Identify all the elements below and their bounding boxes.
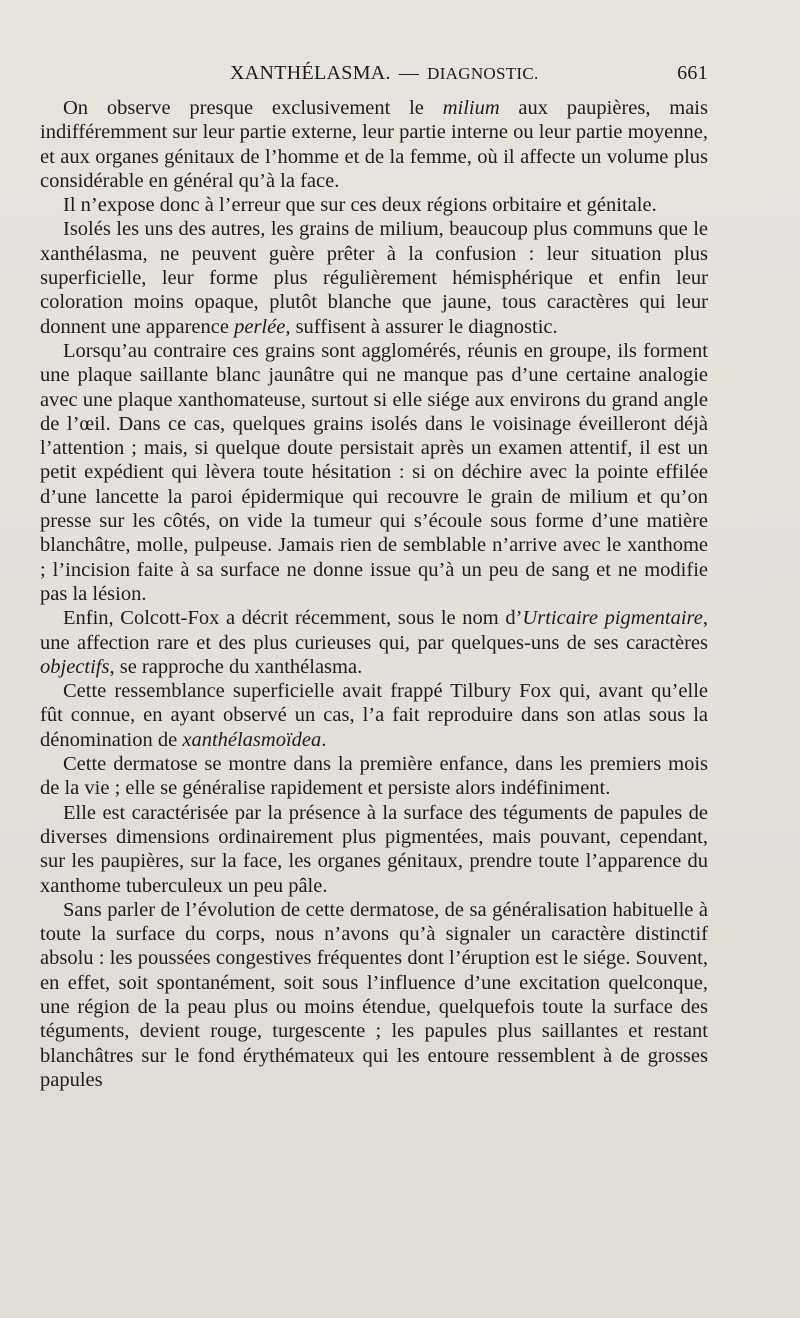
paragraph-5 (40, 606, 708, 679)
text-run: , suffisent à assurer le diagnostic. (285, 315, 558, 338)
text-run: , une affection rare et des plus curieuses qui, par quelques-uns de ses caractères (40, 607, 709, 654)
paragraph-4 (40, 339, 708, 606)
text-run: , se rapproche du xanthélasma. (109, 655, 363, 678)
paragraph-8 (40, 801, 708, 898)
text-run: Sans parler de l’évolution de cette dermatose, de sa généralisation habituelle à toute la surface du corps, nous n’avons qu’à signaler un caractère distinctif absolu : les poussées congestives fréquentes dont l’éruption est le siége. Souvent, en effet, soit spontanément, soit sous l’influence d’une excitation quelconque, une région de la peau plus ou moins étendue, quelquefois toute la surface des téguments, devient rouge, turgescente ; les papules plus saillantes et restant blanchâtres sur le fond érythémateux qui les entoure ressemblent à de grosses papules (40, 898, 708, 1091)
text-run: Enfin, Colcott-Fox a décrit récemment, sous le nom d’ (63, 607, 523, 630)
italic-term: perlée (234, 315, 286, 338)
text-run: Cette dermatose se montre dans la première enfance, dans les premiers mois de la vie ; elle se généralise rapidement et persiste alors indéfiniment. (40, 753, 708, 800)
page-number: 661 (677, 62, 708, 84)
italic-term: objectifs (40, 655, 110, 678)
header-subtitle: DIAGNOSTIC. (427, 64, 539, 83)
text-run: On observe presque exclusivement le (63, 97, 443, 119)
paragraph-1 (40, 96, 708, 193)
text-run: Lorsqu’au contraire ces grains sont agglomérés, réunis en groupe, ils forment une plaque saillante blanc jaunâtre qui ne manque pas d’une certaine analogie avec une plaque xanthomateuse, surtout si elle siége aux environs du grand angle de l’œil. Dans ce cas, quelques grains isolés dans le voisinage éveilleront déjà l’attention ; mais, si quelque doute persistait après un examen attentif, il est un petit expédient qui lèvera toute hésitation : si on déchire avec la pointe effilée d’une lancette la paroi épidermique qui recouvre le grain de milium et qu’on presse sur les côtés, on vide la tumeur qui s’écoule sous forme d’une matière blanchâtre, molle, pulpeuse. Jamais rien de semblable n’arrive avec le xanthome ; l’incision faite à sa surface ne donne issue qu’à un peu de sang et ne modifie pas la lésion. (40, 339, 708, 605)
page-body (40, 96, 708, 1092)
italic-term: xanthélasmoïdea (182, 728, 322, 751)
text-run: Il n’expose donc à l’erreur que sur ces deux régions orbitaire et génitale. (63, 194, 657, 217)
running-header-title (230, 62, 539, 85)
running-header (40, 62, 708, 88)
paragraph-3 (40, 217, 708, 338)
text-run: Isolés les uns des autres, les grains de milium, beaucoup plus communs que le xanthélasma, ne peuvent guère prêter à la confusion : leur situation plus superficielle, leur forme plus régulièrement hémisphérique et enfin leur coloration moins opaque, plutôt blanche que jaune, tous caractères qui leur donnent une apparence (40, 218, 708, 338)
paragraph-9 (40, 898, 708, 1092)
text-run: Cette ressemblance superficielle avait frappé Tilbury Fox qui, avant qu’elle fût connue, en ayant observé un cas, l’a fait reproduire dans son atlas sous la dénomination de (40, 680, 708, 751)
paragraph-6 (40, 679, 708, 752)
italic-term: Urticaire pigmentaire (522, 607, 703, 630)
text-run: Elle est caractérisée par la présence à la surface des téguments de papules de diverses dimensions ordinairement plus pigmentées, mais pouvant, cependant, sur les paupières, sur la face, les organes génitaux, prendre toute l’apparence du xanthome tuberculeux un peu pâle. (40, 801, 708, 897)
paragraph-2 (40, 193, 708, 217)
text-run: . (321, 728, 327, 751)
italic-term: milium (442, 97, 500, 119)
text-run: aux paupières, mais indifféremment sur leur partie externe, leur partie interne ou leur partie moyenne, et aux organes génitaux de l’homme et de la femme, où il affecte un volume plus considérable en général qu’à la face. (40, 97, 708, 192)
paragraph-7 (40, 752, 708, 801)
header-separator: — (398, 62, 420, 84)
header-title-text: XANTHÉLASMA. (230, 62, 391, 84)
